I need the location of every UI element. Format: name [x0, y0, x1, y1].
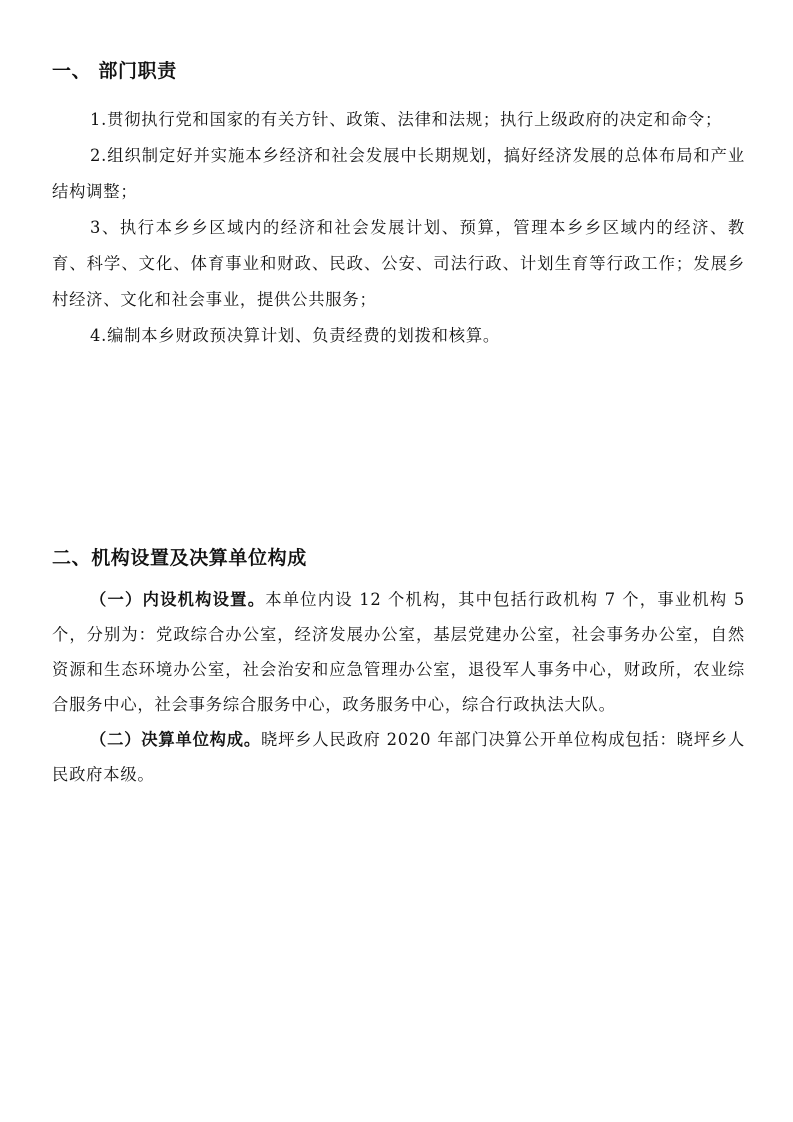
- duty-item: 2.组织制定好并实施本乡经济和社会发展中长期规划，搞好经济发展的总体布局和产业结构调整；: [52, 146, 745, 201]
- section-heading: 一、 部门职责: [52, 60, 177, 82]
- paragraph-text: 晓坪乡人民政府 2020 年部门决算公开单位构成包括：晓坪乡人民政府本级。: [52, 730, 745, 784]
- section-organization: [0, 545, 793, 792]
- section-department-duties: [0, 58, 793, 354]
- section-heading: 二、机构设置及决算单位构成: [52, 547, 307, 569]
- paragraph-lead: （一）内设机构设置。: [90, 590, 266, 609]
- paragraph-text: 本单位内设 12 个机构，其中包括行政机构 7 个，事业机构 5 个，分别为：党政综合办公室，经济发展办公室，基层党建办公室，社会事务办公室，自然资源和生态环境办公室，社会治安和应急管理办公室，退役军人事务中心，财政所，农业综合服务中心，社会事务综合服务中心，政务服务中心，综合行政执法大队。: [52, 590, 745, 714]
- duty-item: 4.编制本乡财政预决算计划、负责经费的划拨和核算。: [90, 326, 501, 345]
- duty-item: 1.贯彻执行党和国家的有关方针、政策、法律和法规；执行上级政府的决定和命令；: [90, 110, 723, 129]
- duty-item: 3、执行本乡乡区域内的经济和社会发展计划、预算，管理本乡乡区域内的经济、教育、科学、文化、体育事业和财政、民政、公安、司法行政、计划生育等行政工作；发展乡村经济、文化和社会事业，提供公共服务；: [52, 218, 745, 309]
- budget-unit-paragraph: [0, 722, 793, 792]
- paragraph-lead: （二）决算单位构成。: [90, 730, 261, 749]
- internal-structure-paragraph: [0, 582, 793, 722]
